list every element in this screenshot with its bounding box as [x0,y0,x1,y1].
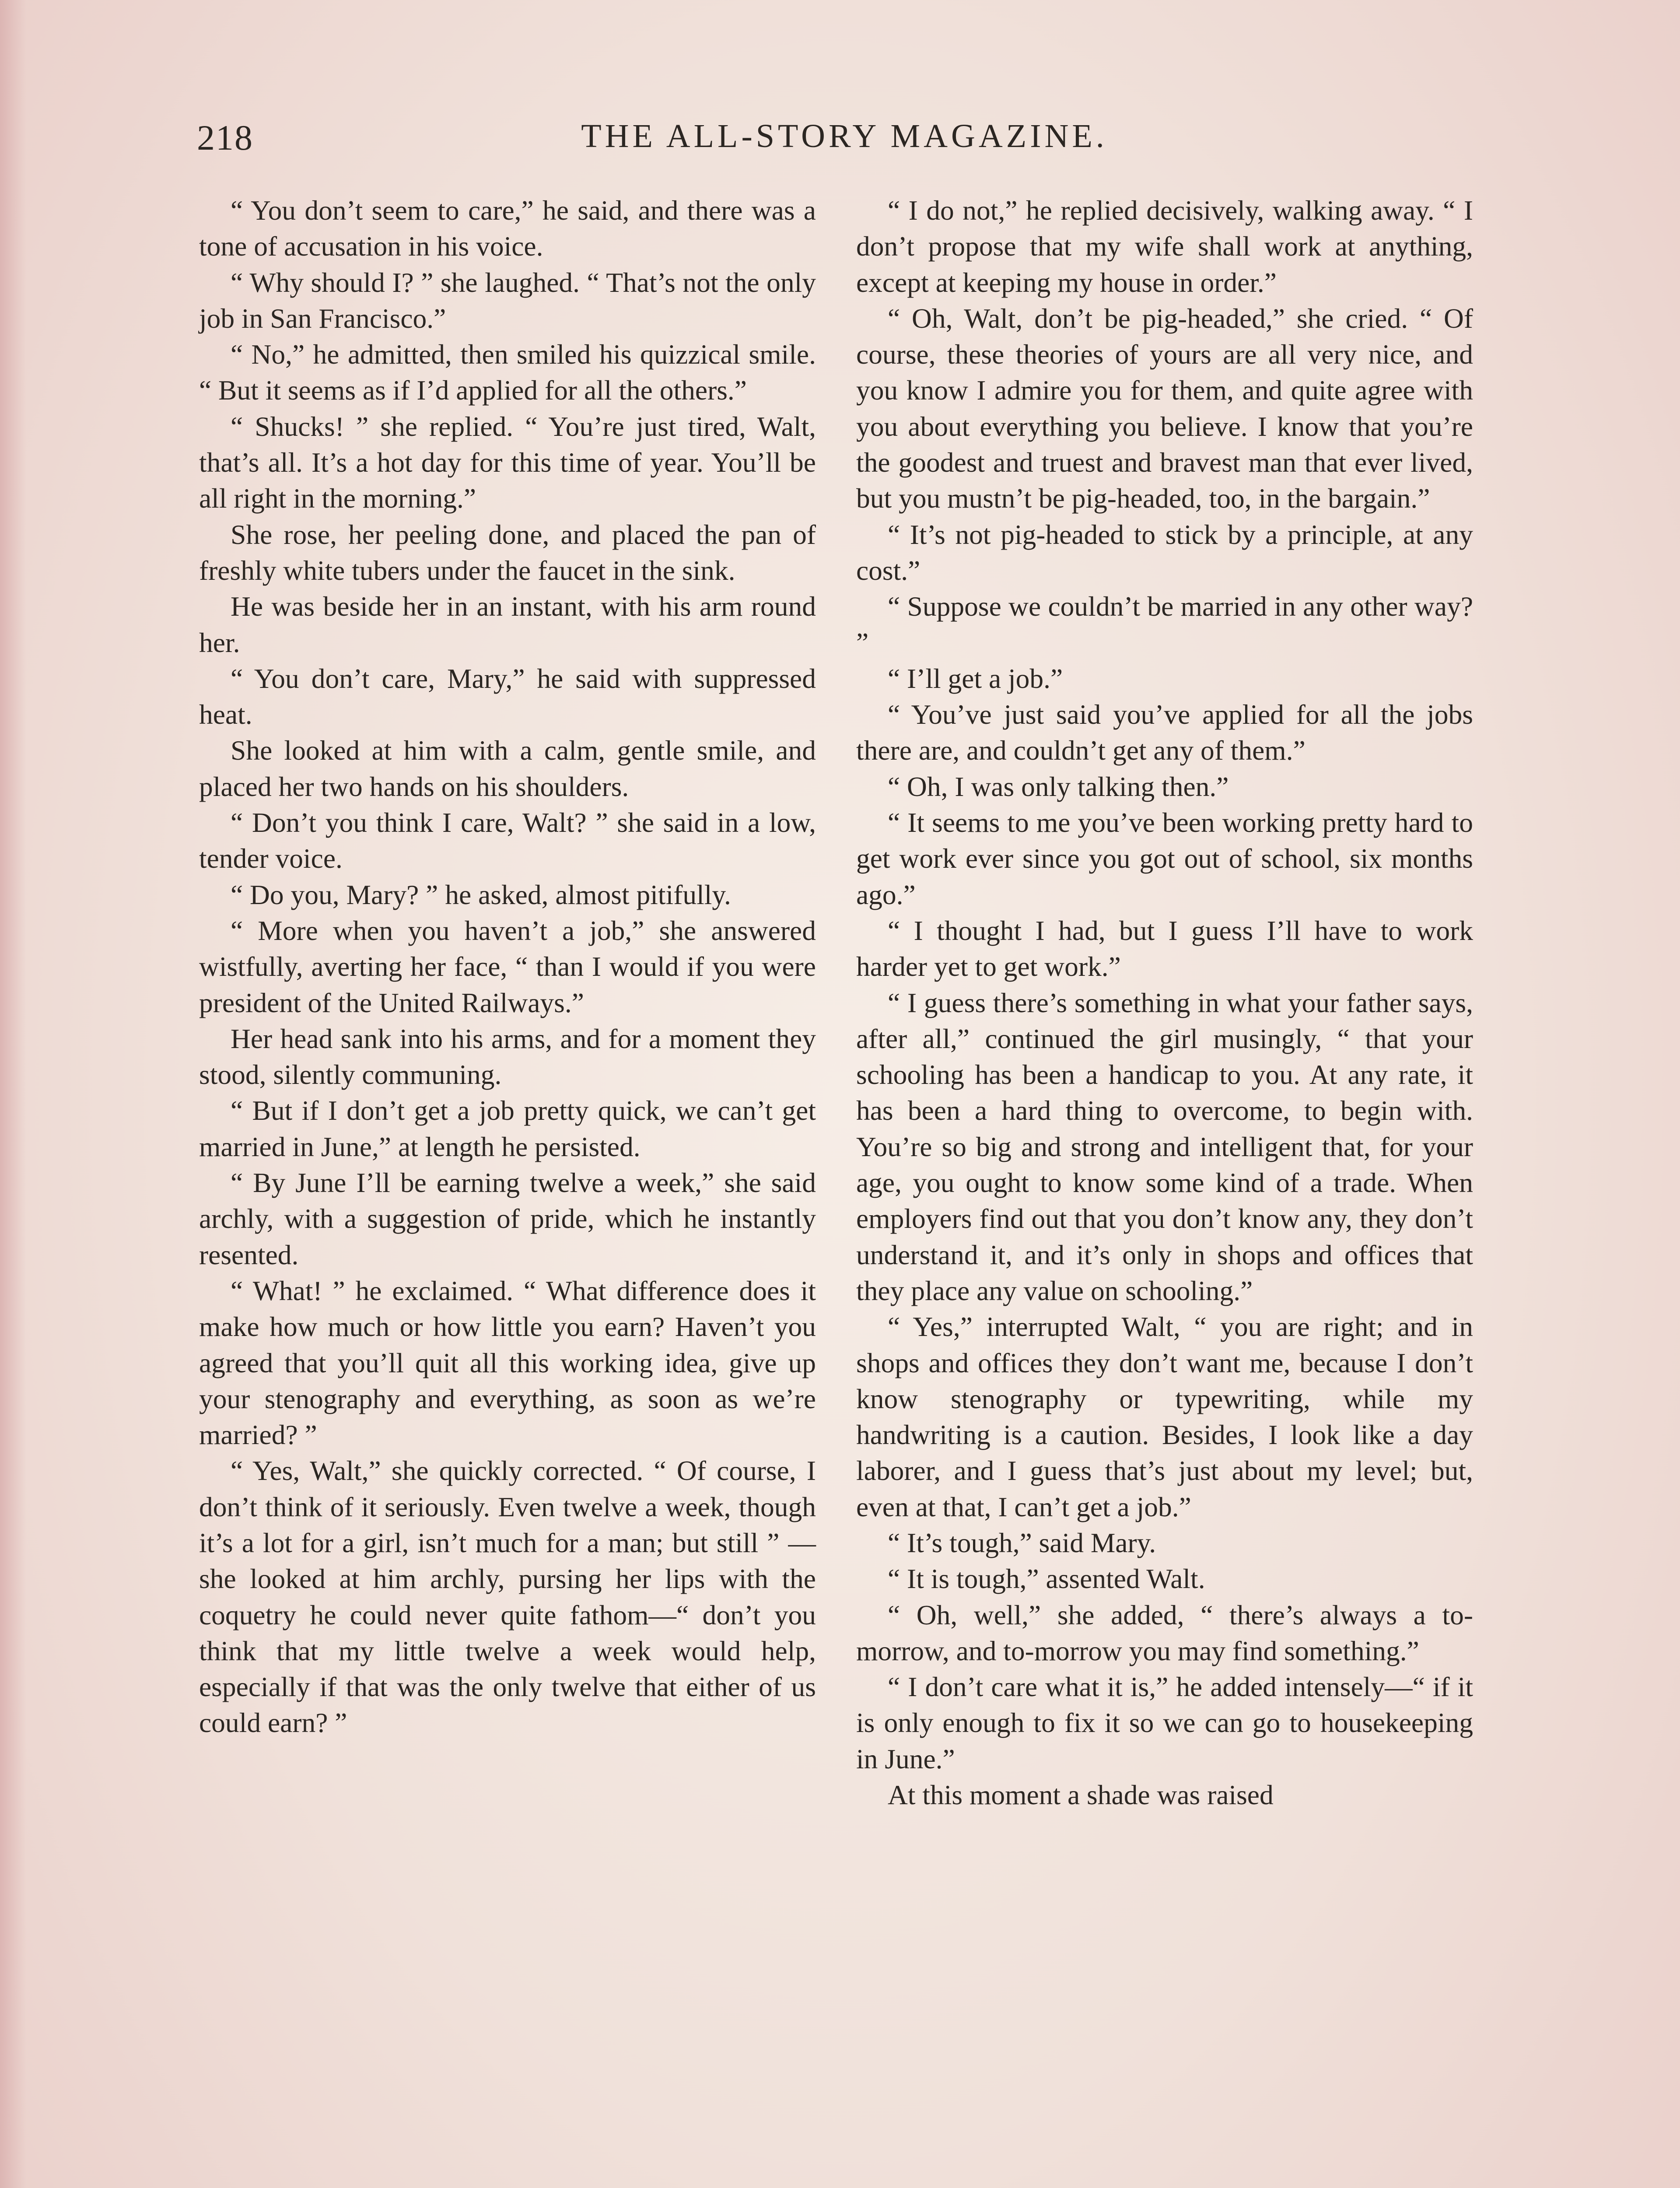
magazine-title: THE ALL-STORY MAGAZINE. [581,118,1108,154]
paragraph: “ Oh, I was only talking then.” [888,771,1229,802]
paragraph: She looked at him with a calm, gentle smile, and placed her two hands on his shoulders. [199,735,816,802]
paragraph: “ No,” he admitted, then smiled his quizzical smile. “ But it seems as if I’d applied for all the others.” [199,339,816,406]
paragraph: “ More when you haven’t a job,” she answered wistfully, averting her face, “ than I would if you were president of the United Railways.” [199,915,816,1018]
paragraph: “ Suppose we couldn’t be married in any other way? ” [856,591,1473,658]
paragraph: “ I thought I had, but I guess I’ll have to work harder yet to get work.” [856,915,1473,982]
paragraph: Her head sank into his arms, and for a moment they stood, silently communing. [199,1023,816,1090]
running-head [197,117,1492,165]
paragraph: “ Do you, Mary? ” he asked, almost pitifully. [231,879,731,910]
page-number: 218 [197,118,253,158]
paragraph: “ You don’t seem to care,” he said, and there was a tone of accusation in his voice. [199,195,816,262]
paragraph: “ Shucks! ” she replied. “ You’re just tired, Walt, that’s all. It’s a hot day for this time of year. You’ll be all right in the morning.” [199,410,816,514]
paragraph: “ You don’t care, Mary,” he said with suppressed heat. [199,663,816,730]
paragraph: “ Oh, well,” she added, “ there’s always a to-morrow, and to-morrow you may find something.” [856,1599,1473,1666]
left-column [199,193,816,1741]
paragraph: “ It is tough,” assented Walt. [888,1563,1205,1595]
paragraph: At this moment a shade was raised [888,1779,1274,1811]
page-edge-shadow [0,0,26,2188]
paragraph: “ I do not,” he replied decisively, walking away. “ I don’t propose that my wife shall work at anything, except at keeping my house in order.” [856,195,1473,298]
text-columns [199,193,1483,2188]
paragraph: “ I don’t care what it is,” he added intensely—“ if it is only enough to fix it so we can go to housekeeping in June.” [856,1671,1473,1774]
paragraph: She rose, her peeling done, and placed the pan of freshly white tubers under the faucet in the sink. [199,519,816,586]
paragraph: “ What! ” he exclaimed. “ What difference does it make how much or how little you earn? Haven’t you agreed that you’ll quit all this working idea, give up your stenography and everything, as soon as we’re married? ” [199,1275,816,1451]
paragraph: “ Don’t you think I care, Walt? ” she said in a low, tender voice. [199,807,816,874]
paragraph: “ It seems to me you’ve been working pretty hard to get work ever since you got out of school, six months ago.” [856,807,1473,910]
paragraph: “ It’s tough,” said Mary. [888,1527,1156,1558]
paragraph: “ Why should I? ” she laughed. “ That’s not the only job in San Francisco.” [199,266,816,334]
paragraph: “ I’ll get a job.” [888,663,1063,694]
paragraph: He was beside her in an instant, with his arm round her. [199,591,816,658]
paragraph: “ Oh, Walt, don’t be pig-headed,” she cried. “ Of course, these theories of yours are all very nice, and you know I admire you for them, and quite agree with you about everything you believe. I know that you’re the goodest and truest and bravest man that ever lived, but you mustn’t be pig-headed, too, in the bargain.” [856,302,1473,514]
paragraph: “ But if I don’t get a job pretty quick, we can’t get married in June,” at length he persisted. [199,1095,816,1162]
paragraph: “ By June I’ll be earning twelve a week,” she said archly, with a suggestion of pride, which he instantly resented. [199,1167,816,1270]
paragraph: “ Yes,” interrupted Walt, “ you are right; and in shops and offices they don’t want me, because I don’t know stenography or typewriting, while my handwriting is a caution. Besides, I look like a day laborer, and I guess that’s just about my level; but, even at that, I can’t get a job.” [856,1311,1473,1522]
paragraph: “ I guess there’s something in what your father says, after all,” continued the girl musingly, “ that your schooling has been a handicap to you. At any rate, it has been a hard thing to overcome, to begin with. You’re so big and strong and intelligent that, for your age, you ought to know some kind of a trade. When employers find out that you don’t know any, they don’t understand it, and it’s only in shops and offices that they place any value on schooling.” [856,987,1473,1306]
paragraph: “ You’ve just said you’ve applied for all the jobs there are, and couldn’t get any of them.” [856,699,1473,766]
right-column [856,193,1473,1813]
paragraph: “ Yes, Walt,” she quickly corrected. “ Of course, I don’t think of it seriously. Even twelve a week, though it’s a lot for a girl, isn’t much for a man; but still ” — she looked at him archly, pursing her lips with the coquetry he could never quite fathom—“ don’t you think that my little twelve a week would help, especially if that was the only twelve that either of us could earn? ” [199,1455,816,1739]
paragraph: “ It’s not pig-headed to stick by a principle, at any cost.” [856,519,1473,586]
